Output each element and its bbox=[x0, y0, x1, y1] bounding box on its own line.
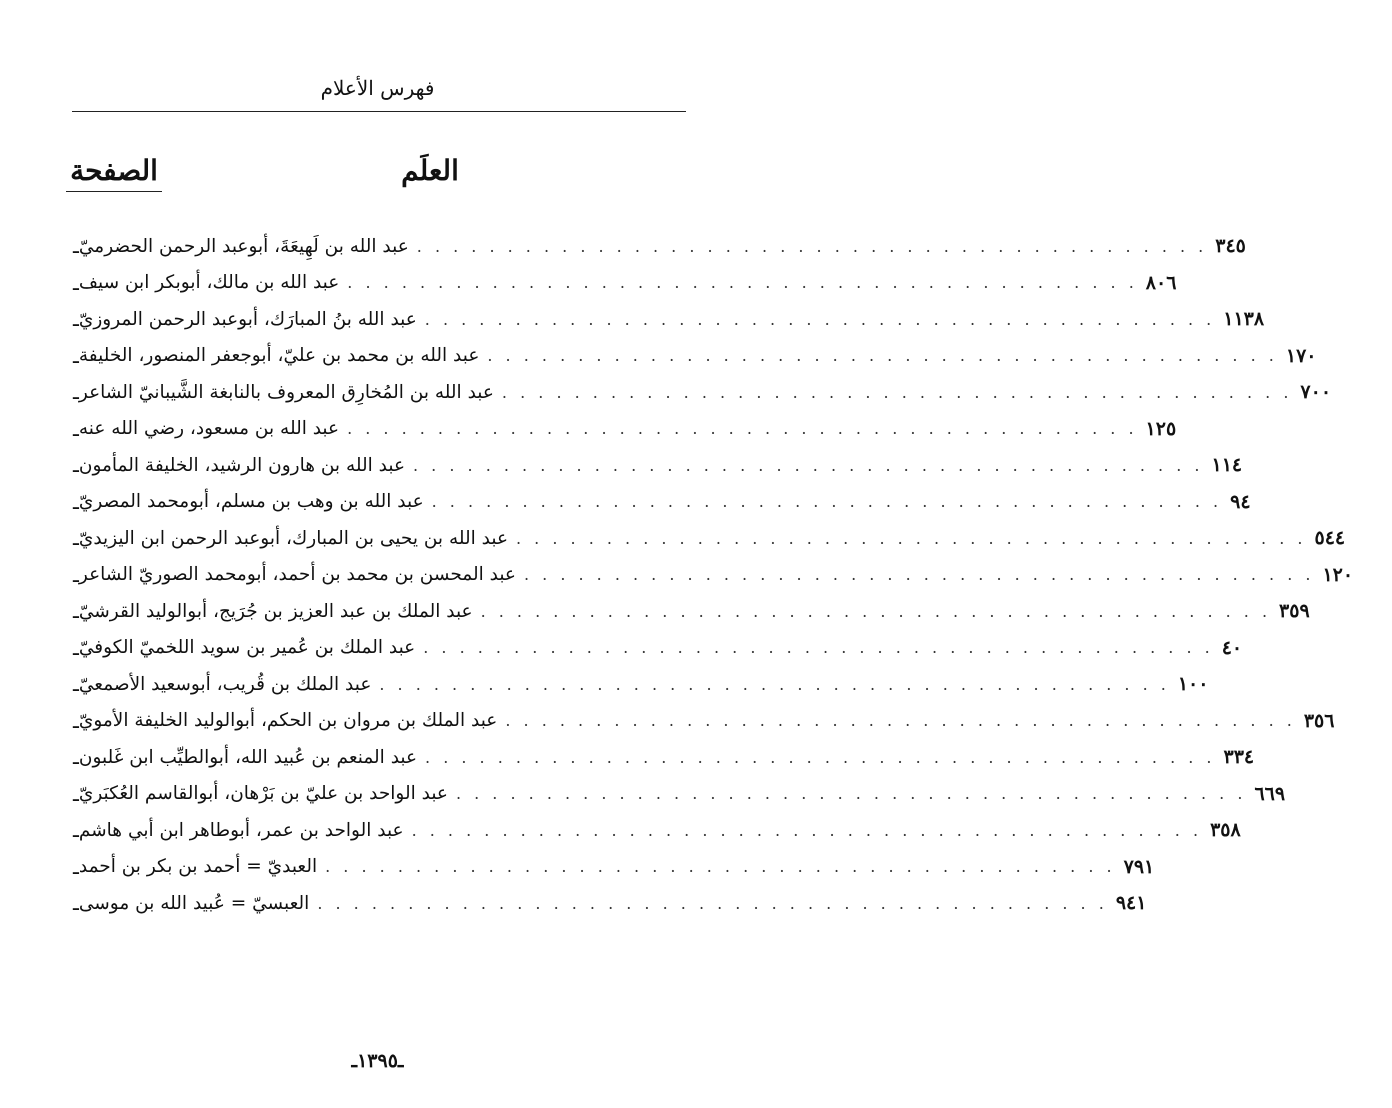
entry-page-number: ٧٩١ bbox=[1123, 855, 1155, 878]
entry-dash: ـ bbox=[73, 781, 79, 806]
page-folio: ـ١٣٩٥ـ bbox=[351, 1050, 404, 1072]
leader-dots: . . . . . . . . . . . . . . . . . . . . . . . . . . . . . . . . . . . . . . . . . . . . bbox=[411, 820, 1203, 840]
entry-dash: ـ bbox=[73, 270, 79, 295]
entry-name: العبديّ = أحمد بن بكر بن أحمد bbox=[78, 856, 318, 878]
index-entry bbox=[70, 265, 1177, 302]
index-entry bbox=[70, 557, 1354, 594]
index-entry bbox=[70, 301, 1265, 338]
entry-name: عبد الله بن مسعود، رضي الله عنه bbox=[78, 418, 340, 440]
leader-dots: . . . . . . . . . . . . . . . . . . . . . . . . . . . . . . . . . . . . . . . . . . . . bbox=[455, 784, 1247, 804]
entry-name: عبد الله بن هارون الرشيد، الخليفة المأمون bbox=[78, 454, 405, 476]
entry-page-number: ١١٤ bbox=[1211, 454, 1243, 477]
entry-dash: ـ bbox=[73, 343, 79, 368]
index-entry bbox=[70, 630, 1243, 667]
entry-dash: ـ bbox=[73, 526, 79, 551]
entry-page-number: ١٠٠ bbox=[1177, 673, 1209, 696]
entry-name: عبد الملك بن مروان بن الحكم، أبوالوليد الخليفة الأمويّ bbox=[78, 710, 498, 732]
entry-page-number: ٣٤٥ bbox=[1215, 235, 1246, 258]
leader-dots: . . . . . . . . . . . . . . . . . . . . . . . . . . . . . . . . . . . . . . . . . . . . bbox=[347, 273, 1138, 293]
entry-name: عبد الله بن محمد بن عليّ، أبوجعفر المنصور، الخليفة bbox=[78, 345, 480, 367]
index-entry bbox=[70, 593, 1310, 630]
entry-name: عبد الله بن المُخارِق المعروف بالنابغة الشَّيبانيّ الشاعر bbox=[78, 381, 494, 403]
entry-name: عبد الملك بن عُمير بن سويد اللخميّ الكوفيّ bbox=[78, 637, 416, 659]
leader-dots: . . . . . . . . . . . . . . . . . . . . . . . . . . . . . . . . . . . . . . . . . . . . bbox=[425, 747, 1216, 767]
entry-name: عبد الله بن لَهِيعَةَ، أبوعبد الرحمن الحضرميّ bbox=[78, 235, 409, 257]
entry-page-number: ٣٥٨ bbox=[1210, 819, 1241, 842]
leader-dots: . . . . . . . . . . . . . . . . . . . . . . . . . . . . . . . . . . . . . . . . . . . . bbox=[487, 346, 1278, 366]
entry-dash: ـ bbox=[73, 891, 79, 916]
leader-dots: . . . . . . . . . . . . . . . . . . . . . . . . . . . . . . . . . . . . . . . . . . . . bbox=[347, 419, 1138, 439]
entry-page-number: ١٢٠ bbox=[1322, 563, 1354, 586]
index-entry bbox=[70, 447, 1243, 484]
leader-dots: . . . . . . . . . . . . . . . . . . . . . . . . . . . . . . . . . . . . . . . . . . . . bbox=[501, 382, 1293, 402]
index-entry bbox=[70, 776, 1286, 813]
entry-dash: ـ bbox=[73, 708, 79, 733]
entry-dash: ـ bbox=[73, 635, 79, 660]
leader-dots: . . . . . . . . . . . . . . . . . . . . . . . . . . . . . . . . . . . . . . . . . . . . bbox=[424, 309, 1216, 329]
entry-page-number: ٥٤٤ bbox=[1314, 527, 1346, 550]
entry-dash: ـ bbox=[73, 562, 79, 587]
leader-dots: . . . . . . . . . . . . . . . . . . . . . . . . . . . . . . . . . . . . . . . . . . . . bbox=[423, 638, 1214, 658]
index-entry bbox=[70, 338, 1317, 375]
leader-dots: . . . . . . . . . . . . . . . . . . . . . . . . . . . . . . . . . . . . . . . . . . . . bbox=[416, 236, 1208, 256]
entry-dash: ـ bbox=[73, 307, 79, 332]
entry-page-number: ٣٥٩ bbox=[1279, 600, 1310, 623]
running-title: فهرس الأعلام bbox=[320, 76, 435, 100]
entry-dash: ـ bbox=[73, 416, 79, 441]
entry-page-number: ٤٠ bbox=[1221, 636, 1243, 659]
entry-page-number: ٧٠٠ bbox=[1300, 381, 1332, 404]
name-column-heading: العلَم bbox=[401, 154, 459, 187]
index-entry bbox=[70, 484, 1251, 521]
entry-name: عبد الله بنُ المبارَك، أبوعبد الرحمن المروزيّ bbox=[78, 308, 417, 330]
leader-dots: . . . . . . . . . . . . . . . . . . . . . . . . . . . . . . . . . . . . . . . . . . . . bbox=[516, 528, 1307, 548]
leader-dots: . . . . . . . . . . . . . . . . . . . . . . . . . . . . . . . . . . . . . . . . . . . . bbox=[480, 601, 1272, 621]
entry-dash: ـ bbox=[73, 599, 79, 624]
entry-page-number: ٣٥٦ bbox=[1303, 709, 1335, 732]
entry-name: عبد المحسن بن محمد بن أحمد، أبومحمد الصوريّ الشاعر bbox=[78, 564, 516, 586]
entry-name: عبد الملك بن قُريب، أبوسعيد الأصمعيّ bbox=[78, 673, 372, 695]
index-entry bbox=[70, 885, 1147, 922]
index-entry bbox=[70, 411, 1177, 448]
entry-dash: ـ bbox=[73, 453, 79, 478]
entry-name: عبد المنعم بن عُبيد الله، أبوالطيِّب ابن غَلبون bbox=[78, 746, 418, 768]
entry-page-number: ١٧٠ bbox=[1285, 344, 1317, 367]
entry-name: عبد الله بن يحيى بن المبارك، أبوعبد الرحمن ابن اليزيديّ bbox=[78, 527, 508, 549]
entry-name: عبد الملك بن عبد العزيز بن جُرَيج، أبوالوليد القرشيّ bbox=[78, 600, 473, 622]
index-entry bbox=[70, 849, 1155, 886]
index-entry bbox=[70, 812, 1241, 849]
entry-dash: ـ bbox=[73, 380, 79, 405]
index-entry bbox=[70, 374, 1332, 411]
entry-dash: ـ bbox=[73, 818, 79, 843]
entry-page-number: ٩٤ bbox=[1230, 490, 1251, 513]
leader-dots: . . . . . . . . . . . . . . . . . . . . . . . . . . . . . . . . . . . . . . . . . . . . bbox=[505, 711, 1296, 731]
entry-name: العبسيّ = عُبيد الله بن موسى bbox=[78, 892, 310, 914]
entry-dash: ـ bbox=[73, 234, 79, 259]
entry-page-number: ٨٠٦ bbox=[1145, 271, 1177, 294]
entry-page-number: ٦٦٩ bbox=[1254, 782, 1286, 805]
leader-dots: . . . . . . . . . . . . . . . . . . . . . . . . . . . . . . . . . . . . . . . . . . . . bbox=[431, 492, 1223, 512]
entry-page-number: ٣٣٤ bbox=[1223, 746, 1255, 769]
entry-name: عبد الواحد بن عليّ بن بَرْهان، أبوالقاسم العُكبَريّ bbox=[78, 783, 448, 805]
index-entry bbox=[70, 703, 1335, 740]
entry-dash: ـ bbox=[73, 672, 79, 697]
entry-name: عبد الله بن مالك، أبوبكر ابن سيف bbox=[78, 272, 340, 294]
entry-page-number: ١٢٥ bbox=[1145, 417, 1177, 440]
index-entries bbox=[70, 228, 1354, 922]
leader-dots: . . . . . . . . . . . . . . . . . . . . . . . . . . . . . . . . . . . . . . . . . . . . bbox=[379, 674, 1170, 694]
leader-dots: . . . . . . . . . . . . . . . . . . . . . . . . . . . . . . . . . . . . . . . . . . . . bbox=[523, 565, 1315, 585]
index-entry bbox=[70, 520, 1346, 557]
header-rule bbox=[72, 111, 686, 112]
leader-dots: . . . . . . . . . . . . . . . . . . . . . . . . . . . . . . . . . . . . . . . . . . . . bbox=[413, 455, 1204, 475]
page-column-heading: الصفحة bbox=[66, 154, 162, 192]
index-entry bbox=[70, 666, 1209, 703]
entry-name: عبد الواحد بن عمر، أبوطاهر ابن أبي هاشم bbox=[78, 819, 404, 841]
entry-dash: ـ bbox=[73, 745, 79, 770]
leader-dots: . . . . . . . . . . . . . . . . . . . . . . . . . . . . . . . . . . . . . . . . . . . . bbox=[325, 857, 1116, 877]
entry-dash: ـ bbox=[73, 854, 79, 879]
entry-page-number: ١١٣٨ bbox=[1223, 308, 1265, 331]
leader-dots: . . . . . . . . . . . . . . . . . . . . . . . . . . . . . . . . . . . . . . . . . . . . bbox=[317, 893, 1108, 913]
entry-name: عبد الله بن وهب بن مسلم، أبومحمد المصريّ bbox=[78, 491, 424, 513]
entry-dash: ـ bbox=[73, 489, 79, 514]
index-entry bbox=[70, 739, 1255, 776]
index-entry bbox=[70, 228, 1246, 265]
entry-page-number: ٩٤١ bbox=[1115, 892, 1147, 915]
